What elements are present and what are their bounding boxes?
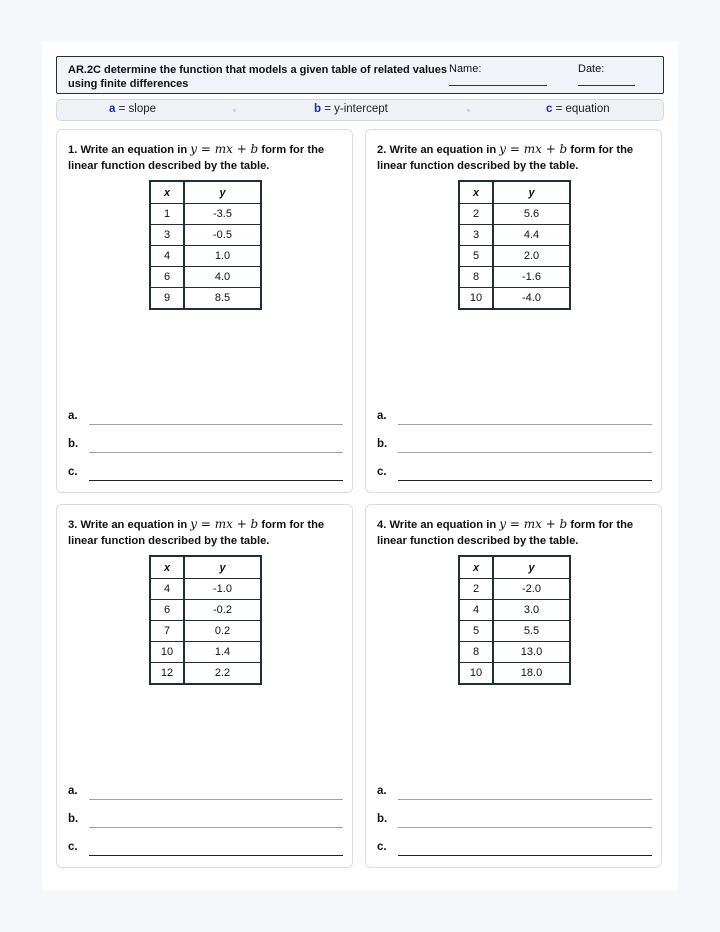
answer-letter: a. [68, 410, 78, 422]
y-value: -3.5 [184, 204, 261, 225]
x-value: 8 [459, 642, 493, 663]
table-row [459, 600, 570, 621]
y-value: 2.0 [493, 246, 570, 267]
formula: y = mx + b [190, 142, 259, 156]
answer-row [377, 841, 652, 861]
standard-header [56, 56, 664, 94]
table-row [459, 267, 570, 288]
answer-line[interactable] [398, 855, 652, 856]
prompt-lead: Write an equation in [389, 144, 497, 156]
x-value: 9 [150, 288, 184, 310]
answer-line[interactable] [89, 452, 343, 453]
column-header-y: y [493, 556, 570, 579]
formula: y = mx + b [499, 142, 568, 156]
y-value: -0.5 [184, 225, 261, 246]
date-label: Date: [578, 63, 605, 75]
answer-row [68, 785, 343, 805]
x-value: 8 [459, 267, 493, 288]
table-row [150, 225, 261, 246]
answer-letter: c. [377, 841, 387, 853]
answer-letter: c. [68, 466, 78, 478]
x-value: 4 [150, 246, 184, 267]
x-value: 6 [150, 600, 184, 621]
date-field[interactable] [578, 85, 635, 86]
worksheet-page [42, 42, 678, 890]
answer-line[interactable] [398, 452, 652, 453]
answer-line[interactable] [89, 799, 343, 800]
answer-letter: b. [68, 813, 79, 825]
x-value: 2 [459, 579, 493, 600]
problem-number: 3. [68, 519, 78, 531]
answer-line[interactable] [398, 424, 652, 425]
name-field[interactable] [449, 85, 547, 86]
y-value: -1.6 [493, 267, 570, 288]
table-row [150, 621, 261, 642]
y-value: 13.0 [493, 642, 570, 663]
prompt-tail: form for the [261, 519, 325, 531]
x-value: 4 [459, 600, 493, 621]
answer-row [377, 410, 652, 430]
answer-row [377, 813, 652, 833]
answer-row [68, 466, 343, 486]
answer-line[interactable] [89, 855, 343, 856]
column-header-x: x [150, 181, 184, 204]
prompt-tail-line2: linear function described by the table. [68, 534, 270, 547]
answer-line[interactable] [89, 424, 343, 425]
y-value: 2.2 [184, 663, 261, 685]
table-row [459, 204, 570, 225]
table-row [459, 579, 570, 600]
problem-card [365, 129, 662, 493]
variable-legend [56, 99, 664, 121]
data-table [149, 555, 262, 685]
x-value: 1 [150, 204, 184, 225]
y-value: 8.5 [184, 288, 261, 310]
answer-line[interactable] [89, 480, 343, 481]
table-row [459, 246, 570, 267]
x-value: 5 [459, 246, 493, 267]
answer-row [377, 438, 652, 458]
data-table [458, 180, 571, 310]
problem-prompt [68, 517, 338, 549]
column-header-y: y [184, 181, 261, 204]
column-header-x: x [150, 556, 184, 579]
y-value: -2.0 [493, 579, 570, 600]
problem-card [56, 129, 353, 493]
problem-number: 4. [377, 519, 387, 531]
prompt-tail-line2: linear function described by the table. [377, 159, 579, 172]
x-value: 4 [150, 579, 184, 600]
y-value: 1.0 [184, 246, 261, 267]
column-header-x: x [459, 181, 493, 204]
answer-letter: a. [377, 410, 387, 422]
prompt-tail: form for the [261, 144, 325, 156]
x-value: 7 [150, 621, 184, 642]
prompt-lead: Write an equation in [80, 519, 188, 531]
y-value: -4.0 [493, 288, 570, 310]
standard-text: AR.2C determine the function that models a given table of related values using finite differences [68, 64, 447, 90]
table-row [150, 642, 261, 663]
table-row [459, 621, 570, 642]
table-row [459, 225, 570, 246]
y-value: -0.2 [184, 600, 261, 621]
prompt-lead: Write an equation in [80, 144, 188, 156]
formula: y = mx + b [499, 517, 568, 531]
problem-prompt [377, 142, 647, 174]
prompt-tail-line2: linear function described by the table. [377, 534, 579, 547]
answer-letter: c. [68, 841, 78, 853]
x-value: 2 [459, 204, 493, 225]
data-table [149, 180, 262, 310]
x-value: 12 [150, 663, 184, 685]
table-row [150, 288, 261, 310]
problem-number: 1. [68, 144, 78, 156]
answer-letter: c. [377, 466, 387, 478]
prompt-tail-line2: linear function described by the table. [68, 159, 270, 172]
table-row [150, 267, 261, 288]
y-value: 18.0 [493, 663, 570, 685]
y-value: 5.5 [493, 621, 570, 642]
answer-line[interactable] [398, 480, 652, 481]
answer-line[interactable] [398, 827, 652, 828]
y-value: 4.0 [184, 267, 261, 288]
answer-row [68, 813, 343, 833]
name-label: Name: [449, 63, 482, 75]
legend-separator [233, 109, 236, 112]
x-value: 10 [459, 288, 493, 310]
y-value: 1.4 [184, 642, 261, 663]
column-header-x: x [459, 556, 493, 579]
x-value: 5 [459, 621, 493, 642]
y-value: -1.0 [184, 579, 261, 600]
answer-letter: b. [68, 438, 79, 450]
column-header-y: y [184, 556, 261, 579]
answer-row [377, 785, 652, 805]
y-value: 4.4 [493, 225, 570, 246]
answer-letter: b. [377, 813, 388, 825]
problem-number: 2. [377, 144, 387, 156]
y-value: 5.6 [493, 204, 570, 225]
problem-prompt [377, 517, 647, 549]
table-row [459, 663, 570, 685]
table-row [150, 600, 261, 621]
problem-card [56, 504, 353, 868]
data-table [458, 555, 571, 685]
answer-row [68, 410, 343, 430]
x-value: 3 [459, 225, 493, 246]
answer-row [68, 841, 343, 861]
table-row [150, 246, 261, 267]
table-row [150, 663, 261, 685]
x-value: 6 [150, 267, 184, 288]
x-value: 3 [150, 225, 184, 246]
answer-letter: a. [377, 785, 387, 797]
column-header-y: y [493, 181, 570, 204]
table-row [459, 642, 570, 663]
problem-prompt [68, 142, 338, 174]
answer-letter: b. [377, 438, 388, 450]
x-value: 10 [150, 642, 184, 663]
legend-slope: a = slope [109, 103, 157, 115]
problem-card [365, 504, 662, 868]
prompt-lead: Write an equation in [389, 519, 497, 531]
prompt-tail: form for the [570, 144, 634, 156]
formula: y = mx + b [190, 517, 259, 531]
legend-equation: c = equation [546, 103, 610, 115]
answer-row [68, 438, 343, 458]
answer-line[interactable] [89, 827, 343, 828]
answer-row [377, 466, 652, 486]
y-value: 0.2 [184, 621, 261, 642]
answer-letter: a. [68, 785, 78, 797]
answer-line[interactable] [398, 799, 652, 800]
table-row [459, 288, 570, 310]
y-value: 3.0 [493, 600, 570, 621]
table-row [150, 579, 261, 600]
legend-intercept: b = y-intercept [314, 103, 388, 115]
table-row [150, 204, 261, 225]
legend-separator [467, 109, 470, 112]
prompt-tail: form for the [570, 519, 634, 531]
x-value: 10 [459, 663, 493, 685]
